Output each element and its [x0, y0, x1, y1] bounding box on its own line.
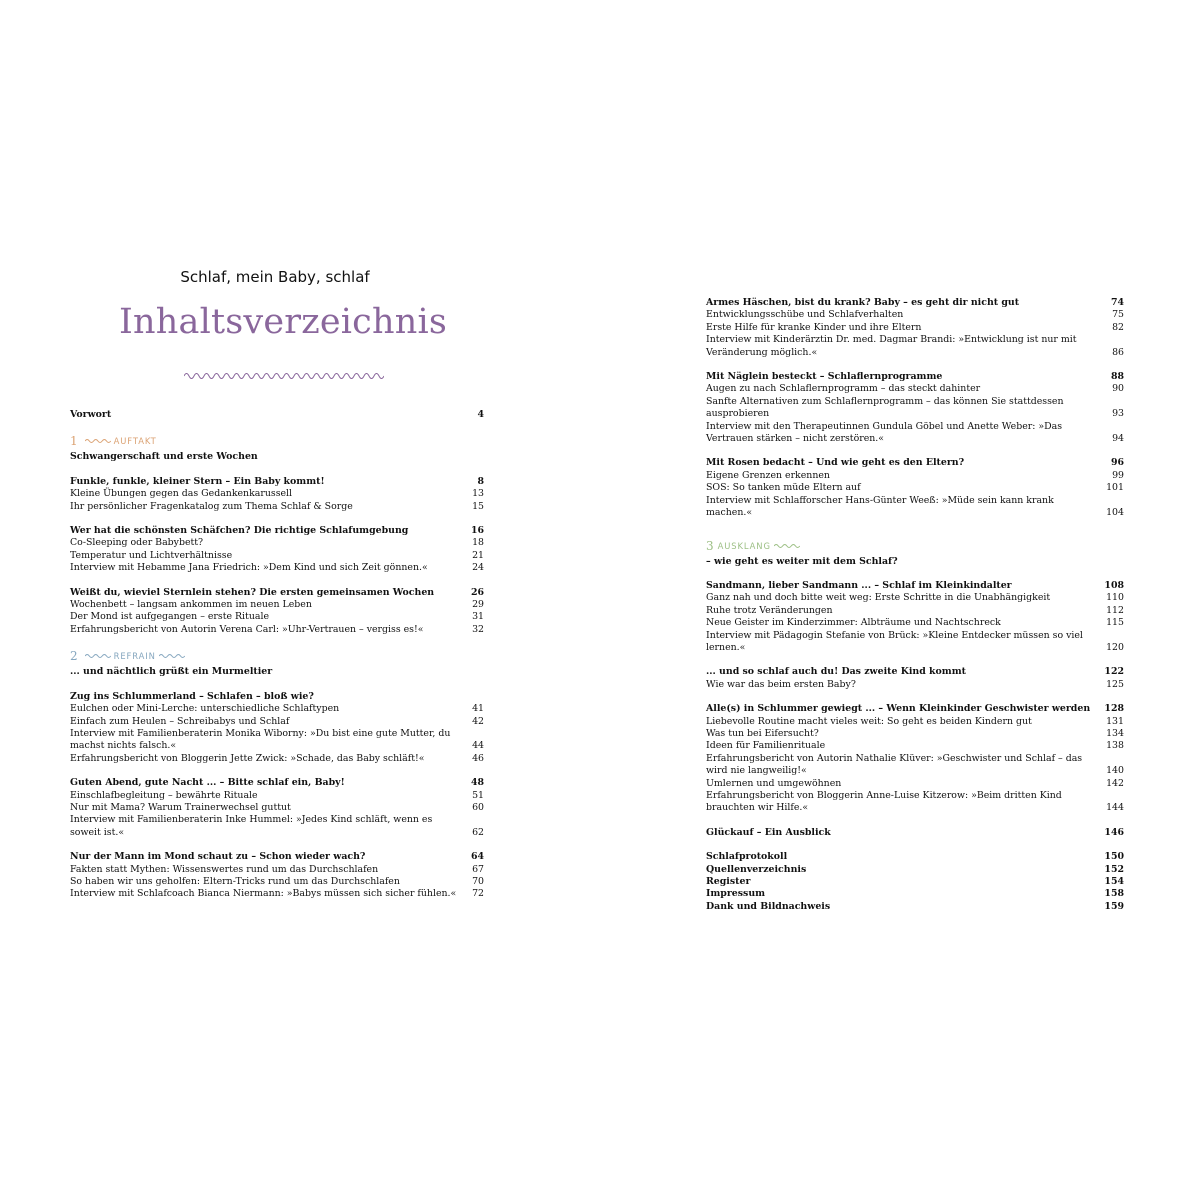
- toc-chapter[interactable]: Sandmann, lieber Sandmann ... – Schlaf im Kleinkindalter 108: [706, 579, 1124, 591]
- toc-entry[interactable]: Interview mit Schlafforscher Hans-Günter Weeß: »Müde sein kann krank machen.« 104: [706, 494, 1124, 519]
- toc-entry[interactable]: Eulchen oder Mini-Lerche: unterschiedliche Schlaftypen 41: [70, 703, 484, 715]
- toc-appendix-entry[interactable]: Dank und Bildnachweis 159: [706, 900, 1124, 912]
- toc-entry[interactable]: Einschlafbegleitung – bewährte Rituale 51: [70, 789, 484, 801]
- part-1-subtitle: Schwangerschaft und erste Wochen: [70, 451, 258, 463]
- toc-chapter[interactable]: Wer hat die schönsten Schäfchen? Die richtige Schlafumgebung 16: [70, 525, 484, 537]
- toc-chapter[interactable]: Guten Abend, gute Nacht ... – Bitte schlaf ein, Baby! 48: [70, 777, 484, 789]
- toc-entry[interactable]: Interview mit Schlafcoach Bianca Niermann: »Babys müssen sich sicher fühlen.« 72: [70, 888, 484, 900]
- toc-entry[interactable]: Co-Sleeping oder Babybett? 18: [70, 537, 484, 549]
- toc-entry[interactable]: Eigene Grenzen erkennen 99: [706, 469, 1124, 481]
- wave-icon: [85, 437, 111, 445]
- toc-entry[interactable]: Ruhe trotz Veränderungen 112: [706, 604, 1124, 616]
- toc-entry[interactable]: Interview mit Familienberaterin Monika Wiborny: »Du bist eine gute Mutter, du machst nichts falsch.« 44: [70, 727, 484, 752]
- toc-entry-vorwort[interactable]: Vorwort 4: [70, 409, 484, 420]
- toc-entry[interactable]: Erfahrungsbericht von Autorin Verena Carl: »Uhr-Vertrauen – vergiss es!« 32: [70, 623, 484, 635]
- toc-left-column: [70, 409, 484, 901]
- toc-chapter[interactable]: ... und so schlaf auch du! Das zweite Kind kommt 122: [706, 666, 1124, 678]
- part-3-subtitle: – wie geht es weiter mit dem Schlaf?: [706, 555, 898, 567]
- toc-entry[interactable]: Wochenbett – langsam ankommen im neuen Leben 29: [70, 599, 484, 611]
- part-1-label: 1 AUFTAKT: [70, 434, 157, 449]
- toc-chapter[interactable]: Nur der Mann im Mond schaut zu – Schon wieder wach? 64: [70, 851, 484, 863]
- wave-icon: [774, 542, 800, 550]
- toc-entry[interactable]: Kleine Übungen gegen das Gedankenkarussell 13: [70, 488, 484, 500]
- toc-entry[interactable]: Erfahrungsbericht von Bloggerin Anne-Luise Kitzerow: »Beim dritten Kind brauchten wir Hilfe.« 144: [706, 790, 1124, 814]
- toc-chapter-gluckauf[interactable]: Glückauf – Ein Ausblick 146: [706, 826, 1124, 838]
- toc-entry[interactable]: Entwicklungsschübe und Schlafverhalten 75: [706, 309, 1124, 321]
- toc-entry[interactable]: Augen zu nach Schlaflernprogramm – das steckt dahinter 90: [706, 383, 1124, 395]
- toc-chapter[interactable]: Armes Häschen, bist du krank? Baby – es geht dir nicht gut 74: [706, 297, 1124, 308]
- toc-entry[interactable]: Umlernen und umgewöhnen 142: [706, 777, 1124, 789]
- toc-entry[interactable]: Erfahrungsbericht von Autorin Nathalie Klüver: »Geschwister und Schlaf – das wird nie langweilig!« 140: [706, 752, 1124, 777]
- toc-appendix-entry[interactable]: Impressum 158: [706, 888, 1124, 900]
- toc-entry[interactable]: Wie war das beim ersten Baby? 125: [706, 678, 1124, 690]
- toc-entry[interactable]: Interview mit Pädagogin Stefanie von Brück: »Kleine Entdecker müssen so viel lernen.« 120: [706, 629, 1124, 653]
- toc-entry[interactable]: Ideen für Familienrituale 138: [706, 740, 1124, 752]
- part-3-label: 3 AUSKLANG: [706, 538, 1124, 554]
- book-title: Schlaf, mein Baby, schlaf: [180, 268, 370, 286]
- toc-chapter[interactable]: Mit Näglein besteckt – Schlaflernprogramme 88: [706, 371, 1124, 383]
- toc-chapter[interactable]: Funkle, funkle, kleiner Stern – Ein Baby kommt! 8: [70, 475, 484, 487]
- toc-entry[interactable]: Der Mond ist aufgegangen – erste Rituale 31: [70, 611, 484, 623]
- toc-entry[interactable]: Temperatur und Lichtverhältnisse 21: [70, 549, 484, 561]
- toc-appendix-entry[interactable]: Schlafprotokoll 150: [706, 851, 1124, 863]
- toc-entry[interactable]: Fakten statt Mythen: Wissenswertes rund um das Durchschlafen 67: [70, 863, 484, 875]
- toc-entry[interactable]: Neue Geister im Kinderzimmer: Albträume und Nachtschreck 115: [706, 617, 1124, 629]
- toc-entry[interactable]: Interview mit Familienberaterin Inke Hummel: »Jedes Kind schläft, wenn es soweit ist.« 62: [70, 814, 484, 838]
- toc-heading: Inhaltsverzeichnis: [119, 302, 447, 342]
- toc-chapter[interactable]: Weißt du, wieviel Sternlein stehen? Die ersten gemeinsamen Wochen 26: [70, 586, 484, 598]
- wave-icon: [159, 652, 185, 660]
- toc-entry[interactable]: Erste Hilfe für kranke Kinder und ihre Eltern 82: [706, 321, 1124, 333]
- toc-chapter[interactable]: Mit Rosen bedacht – Und wie geht es den Eltern? 96: [706, 457, 1124, 469]
- wave-ornament-icon: [184, 370, 384, 382]
- toc-entry[interactable]: Interview mit Hebamme Jana Friedrich: »Dem Kind und sich Zeit gönnen.« 24: [70, 562, 484, 574]
- toc-entry[interactable]: SOS: So tanken müde Eltern auf 101: [706, 482, 1124, 494]
- toc-entry[interactable]: Ganz nah und doch bitte weit weg: Erste Schritte in die Unabhängigkeit 110: [706, 592, 1124, 604]
- toc-entry[interactable]: Ihr persönlicher Fragenkatalog zum Thema Schlaf & Sorge 15: [70, 500, 484, 512]
- toc-entry[interactable]: Erfahrungsbericht von Bloggerin Jette Zwick: »Schade, das Baby schläft!« 46: [70, 752, 484, 764]
- toc-entry[interactable]: So haben wir uns geholfen: Eltern-Tricks rund um das Durchschlafen 70: [70, 875, 484, 887]
- toc-right-column: [706, 297, 1124, 913]
- toc-entry[interactable]: Interview mit Kinderärztin Dr. med. Dagmar Brandi: »Entwicklung ist nur mit Veränderung möglich.« 86: [706, 334, 1124, 358]
- toc-entry[interactable]: Liebevolle Routine macht vieles weit: So geht es beiden Kindern gut 131: [706, 715, 1124, 727]
- toc-entry[interactable]: Einfach zum Heulen – Schreibabys und Schlaf 42: [70, 715, 484, 727]
- wave-icon: [85, 652, 111, 660]
- toc-entry[interactable]: Was tun bei Eifersucht? 134: [706, 727, 1124, 739]
- part-2-subtitle: ... und nächtlich grüßt ein Murmeltier: [70, 666, 273, 678]
- toc-entry[interactable]: Sanfte Alternativen zum Schlaflernprogramm – das können Sie stattdessen ausprobieren 93: [706, 395, 1124, 420]
- toc-chapter[interactable]: Zug ins Schlummerland – Schlafen – bloß wie?: [70, 690, 314, 702]
- toc-appendix-entry[interactable]: Quellenverzeichnis 152: [706, 863, 1124, 875]
- toc-entry[interactable]: Nur mit Mama? Warum Trainerwechsel guttut 60: [70, 801, 484, 813]
- toc-appendix-entry[interactable]: Register 154: [706, 876, 1124, 888]
- part-2-label: 2 REFRAIN: [70, 648, 484, 664]
- toc-chapter[interactable]: Alle(s) in Schlummer gewiegt ... – Wenn Kleinkinder Geschwister werden 128: [706, 703, 1124, 715]
- toc-entry[interactable]: Interview mit den Therapeutinnen Gundula Göbel und Anette Weber: »Das Vertrauen stärken – nicht zerstören.« 94: [706, 420, 1124, 445]
